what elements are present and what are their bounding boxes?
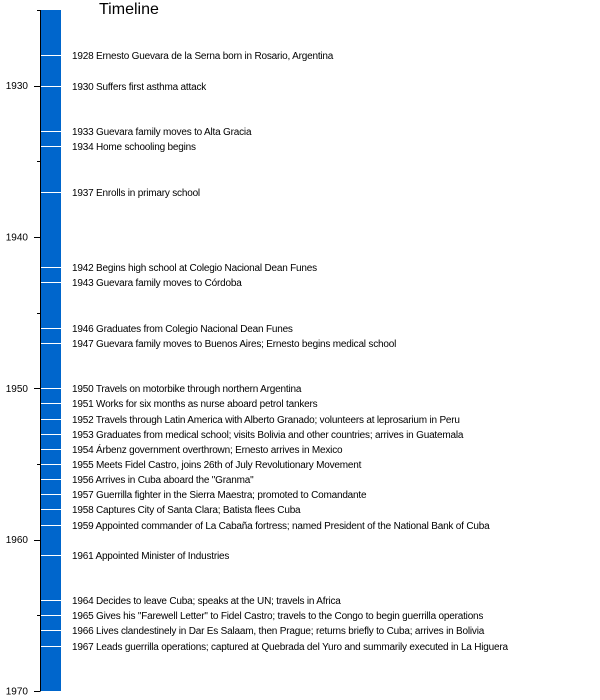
tick-label: 1960	[5, 535, 28, 547]
event-label: 1957 Guerrilla fighter in the Sierra Maestra; promoted to Comandante	[72, 490, 367, 501]
event-label: 1951 Works for six months as nurse aboard petrol tankers	[72, 399, 318, 410]
event-label: 1930 Suffers first asthma attack	[72, 82, 207, 93]
event-label: 1946 Graduates from Colegio Nacional Dean Funes	[72, 324, 293, 335]
event-label: 1958 Captures City of Santa Clara; Batista flees Cuba	[72, 505, 301, 516]
event-label: 1954 Árbenz government overthrown; Ernesto arrives in Mexico	[72, 445, 343, 456]
event-label: 1933 Guevara family moves to Alta Gracia	[72, 127, 252, 138]
tick-label: 1950	[5, 383, 28, 395]
timeline-bar	[41, 10, 61, 691]
tick-label: 1940	[5, 232, 28, 244]
event-label: 1953 Graduates from medical school; visits Bolivia and other countries; arrives in Guatemala	[72, 430, 464, 441]
event-label: 1955 Meets Fidel Castro, joins 26th of July Revolutionary Movement	[72, 460, 362, 471]
event-label: 1934 Home schooling begins	[72, 142, 196, 153]
chart-title: Timeline	[99, 1, 159, 18]
event-label: 1952 Travels through Latin America with Alberto Granado; volunteers at leprosarium in Peru	[72, 415, 460, 426]
event-label: 1942 Begins high school at Colegio Nacional Dean Funes	[72, 263, 317, 274]
event-label: 1959 Appointed commander of La Cabaña fortress; named President of the National Bank of Cuba	[72, 521, 490, 532]
event-label: 1928 Ernesto Guevara de la Serna born in Rosario, Argentina	[72, 51, 334, 62]
event-label: 1967 Leads guerrilla operations; captured at Quebrada del Yuro and summarily executed in La Higuera	[72, 642, 508, 653]
event-label: 1965 Gives his "Farewell Letter" to Fidel Castro; travels to the Congo to begin guerrilla operations	[72, 611, 484, 622]
event-label: 1956 Arrives in Cuba aboard the "Granma"	[72, 475, 254, 486]
event-label: 1937 Enrolls in primary school	[72, 188, 200, 199]
event-label: 1943 Guevara family moves to Córdoba	[72, 278, 242, 289]
event-label: 1966 Lives clandestinely in Dar Es Salaam, then Prague; returns briefly to Cuba; arrives in Bolivia	[72, 626, 485, 637]
event-label: 1964 Decides to leave Cuba; speaks at the UN; travels in Africa	[72, 596, 341, 607]
tick-label: 1930	[5, 81, 28, 93]
event-label: 1961 Appointed Minister of Industries	[72, 551, 230, 562]
tick-label: 1970	[5, 686, 28, 698]
event-label: 1950 Travels on motorbike through northern Argentina	[72, 384, 302, 395]
event-label: 1947 Guevara family moves to Buenos Aires; Ernesto begins medical school	[72, 339, 397, 350]
